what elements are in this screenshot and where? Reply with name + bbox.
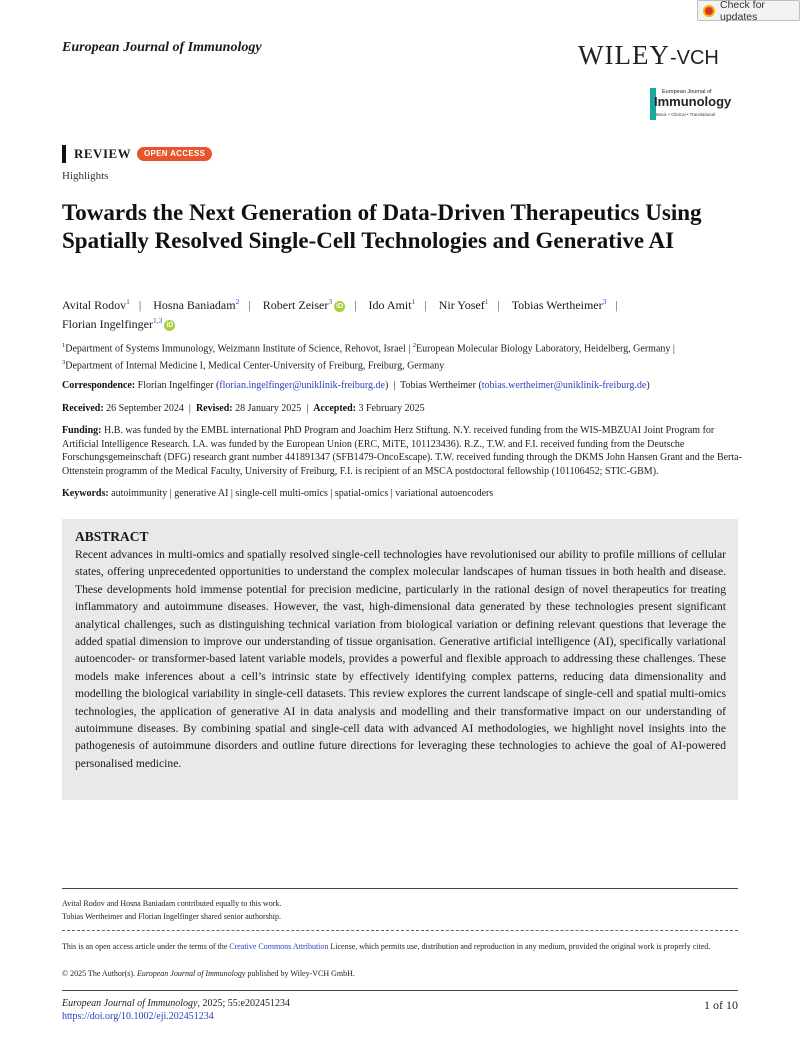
publisher-logo: WILEY-VCH xyxy=(578,40,719,70)
open-access-badge: OPEN ACCESS xyxy=(137,147,212,161)
footnote-rule xyxy=(62,888,738,889)
abstract-box xyxy=(62,519,738,800)
author-list: Avital Rodov$^1$ | Hosna Baniadam$^2$ | Robert Zeiser$^3$iD | Ido Amit$^1$ | Nir Yosef$^1$ | Tobias Wertheimer$^3$ | Florian Ingelfinger$^{1,3}$iD xyxy=(62,297,618,331)
article-title: Towards the Next Generation of Data-Driven Therapeutics Using Spatially Resolved Single-Cell Technologies and Generative AI xyxy=(62,200,702,253)
author-ingelfinger[interactable]: Florian Ingelfinger$^{1,3}$iD xyxy=(62,316,174,331)
footnote-shared: Tobias Wertheimer and Florian Ingelfinger shared senior authorship. xyxy=(62,912,282,921)
license-link[interactable]: Creative Commons Attribution xyxy=(229,942,329,951)
journal-name: European Journal of Immunology xyxy=(62,40,262,55)
journal-logo xyxy=(650,88,742,120)
keywords: Keywords: autoimmunity | generative AI | single-cell multi-omics | spatial-omics | variational autoencoders xyxy=(62,488,494,499)
author-baniadam[interactable]: Hosna Baniadam$^2$ xyxy=(153,297,240,312)
check-for-updates-label: Check for updates xyxy=(720,0,765,23)
author-rodov[interactable]: Avital Rodov$^1$ xyxy=(62,297,130,312)
orcid-icon[interactable]: iD xyxy=(336,303,344,310)
journal-logo-sub: Basic • Clinical • Translational xyxy=(656,112,716,117)
affiliations: $^1$Department of Systems Immunology, Weizmann Institute of Science, Rehovot, Israel | $^2$European Molecular Biology Laboratory, Heidelberg, Germany | $^3$Department of Internal Medicine I, Medical Center-University of Freiburg, Freiburg, Germany xyxy=(62,342,675,372)
copyright: © 2025 The Author(s). European Journal of Immunology published by Wiley-VCH GmbH. xyxy=(62,969,355,978)
email-link[interactable]: tobias.wertheimer@uniklinik-freiburg.de xyxy=(481,380,647,391)
footnote-equal: Avital Rodov and Hosna Baniadam contributed equally to this work. xyxy=(62,899,282,908)
journal-logo-small: European Journal of xyxy=(662,89,712,95)
section-label: Highlights xyxy=(62,170,109,182)
check-for-updates-button[interactable] xyxy=(697,0,800,21)
funding: Funding: H.B. was funded by the EMBL international PhD Program and Joachim Herz Stiftung. N.Y. received funding from the WIS-MBZUAI Joint Program for Artificial Intelligence Research. I.A. was funded by the European Union (ERC, MiTE, 101123436). R.Z., T.W. and F.I. received funding from the Deutsche Forschungsgemeinschaft (DFG) research grant number 441891347 (SFB1479-OncoEscape). T.W. received funding through the DKMS John Hansen Grant and the Berta-Ottenstein programm of the Medical Faculty, University of Freiburg, F.I. is recipient of an MSCA postdoctoral fellowship (101106452; STIC-GBM). xyxy=(62,425,742,477)
correspondence: Correspondence: Florian Ingelfinger (florian.ingelfinger@uniklinik-freiburg.de) | Tobias Wertheimer (tobias.wertheimer@uniklinik-freiburg.de) xyxy=(62,380,650,391)
doi-link[interactable]: https://doi.org/10.1002/eji.202451234 xyxy=(62,1011,214,1022)
author-wertheimer[interactable]: Tobias Wertheimer$^3$ xyxy=(511,297,607,312)
page-number: 1 of 10 xyxy=(704,998,738,1012)
author-zeiser[interactable]: Robert Zeiser$^3$iD xyxy=(262,297,344,312)
abstract-heading: ABSTRACT xyxy=(75,529,149,544)
crossmark-icon xyxy=(703,5,715,17)
footnote-divider xyxy=(62,930,738,931)
footer-citation: European Journal of Immunology, 2025; 55:e202451234 xyxy=(62,998,290,1009)
author-yosef[interactable]: Nir Yosef$^1$ xyxy=(438,297,489,312)
footer-rule xyxy=(62,990,738,991)
author-amit[interactable]: Ido Amit$^1$ xyxy=(368,297,416,312)
review-marker xyxy=(62,145,66,163)
article-dates: Received: 26 September 2024 | Revised: 28 January 2025 | Accepted: 3 February 2025 xyxy=(62,403,425,414)
email-link[interactable]: florian.ingelfinger@uniklinik-freiburg.de xyxy=(219,380,385,391)
license-note: This is an open access article under the terms of the Creative Commons Attribution License, which permits use, distribution and reproduction in any medium, provided the original work is properly cited. xyxy=(62,942,711,951)
article-type: REVIEW xyxy=(74,146,132,161)
abstract-text: Recent advances in multi-omics and spatially resolved single-cell technologies have revolutionised our ability to profile millions of cellular states, offering unprecedented opportunities to understand the complex molecular landscapes of human tissues in both health and disease. These developments hold immense potential for precision medicine, particularly in the rational design of novel therapeutics for treating inflammatory and autoimmune diseases. However, the vast, high-dimensional data generated by these technologies present significant analytical challenges, such as distinguishing technical variation from biological variation or defining relevant questions that leverage the added spatial dimension to improve our understanding of tissue organisation. Generative artificial intelligence (AI), specifically variational autoencoder- or transformer-based latent variable models, provides a powerful and flexible approach to addressing these challenges. These models make inferences about a cell’s intrinsic state by effectively identifying complex patterns, reducing data dimensionality and modelling the biological variability in single-cell datasets. This review explores the current landscape of single-cell and spatial multi-omics technologies, the application of generative AI in data analysis and modelling and their transformative impact on our understanding of autoimmune diseases. By combining spatial and single-cell data with advanced AI methodologies, we highlight novel insights into the pathogenesis of autoimmune disorders and outline future directions for leveraging these technologies to achieve the goal of AI-powered personalised medicine. xyxy=(75,548,726,770)
orcid-icon[interactable]: iD xyxy=(166,322,174,329)
journal-logo-big: Immunology xyxy=(654,94,732,109)
